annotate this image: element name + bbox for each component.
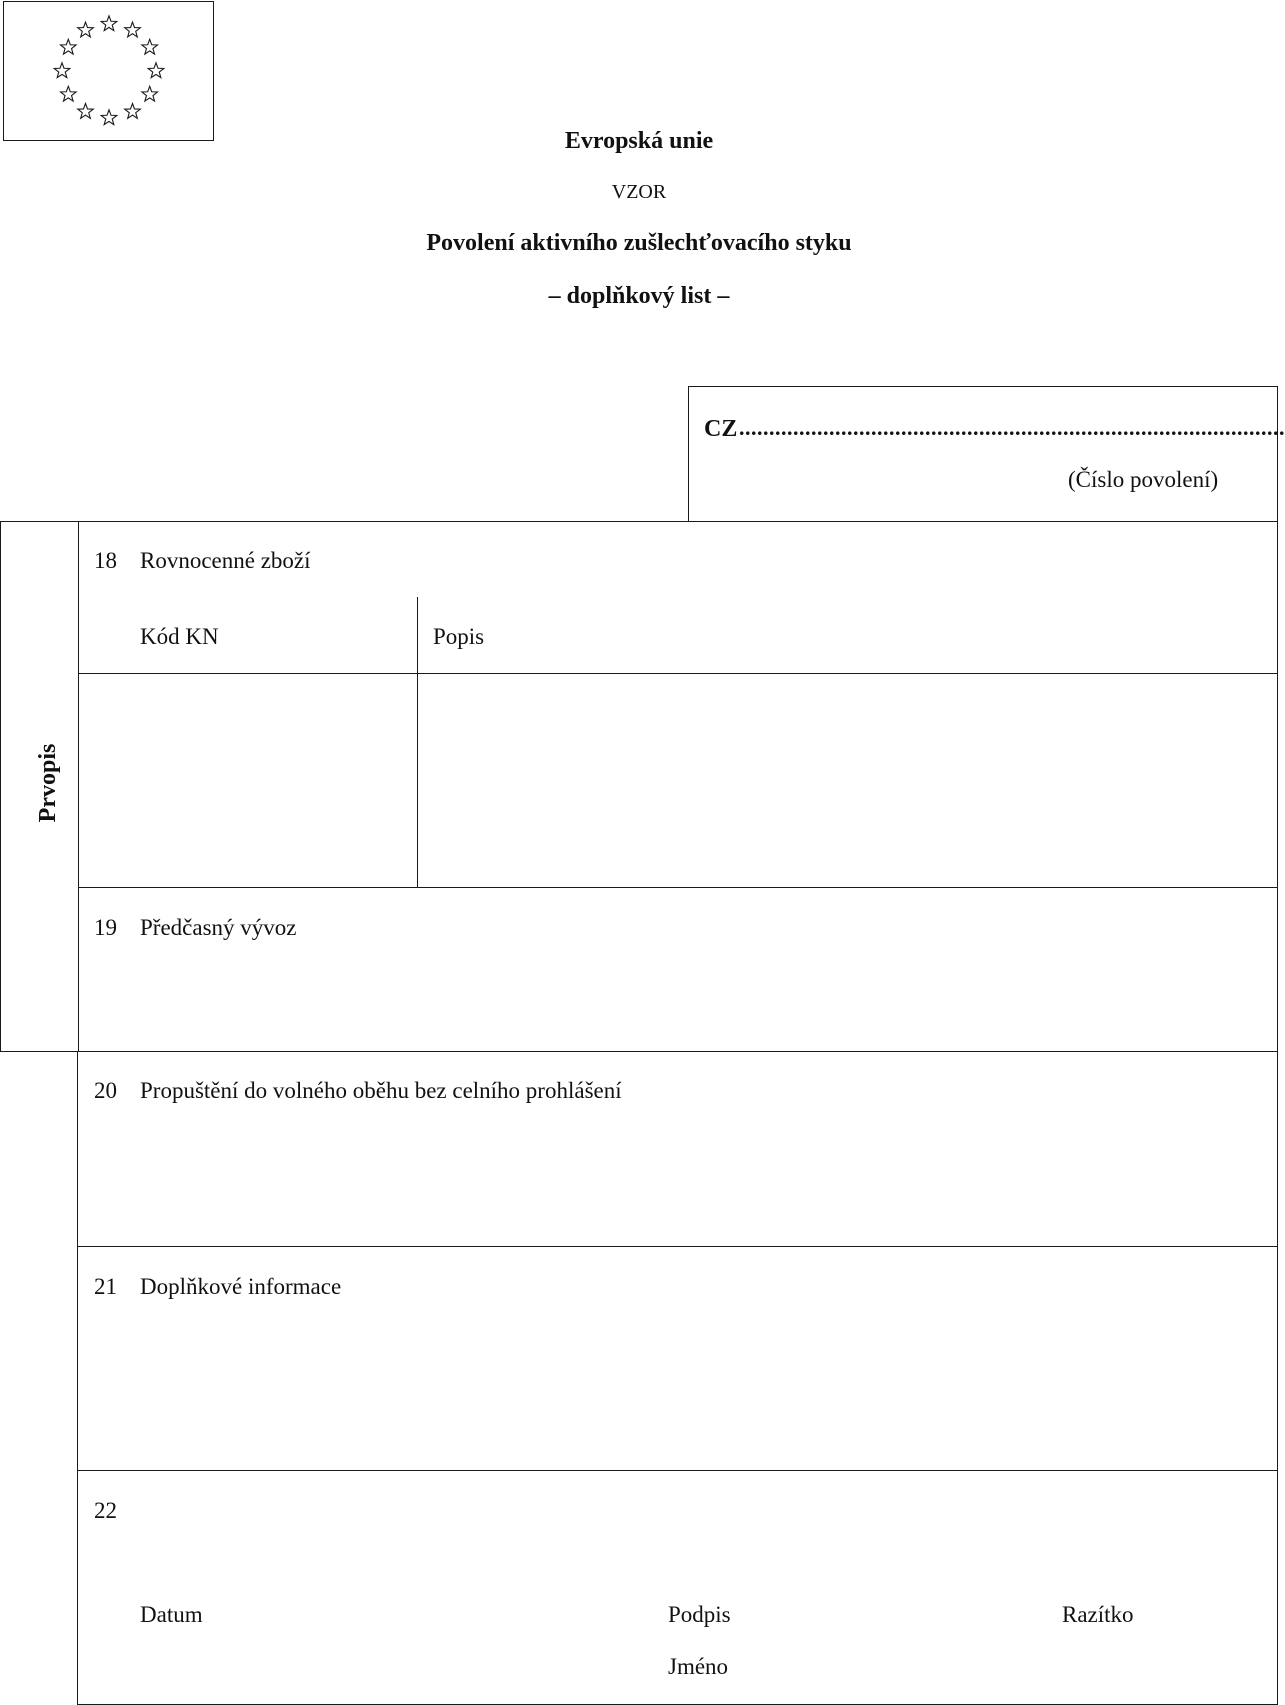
permit-caption: (Číslo povolení) [1068, 467, 1219, 492]
side-label: Prvopis [35, 743, 61, 823]
section-20-number: 20 [94, 1078, 117, 1103]
section-18-number: 18 [94, 548, 117, 573]
section-21-label: Doplňkové informace [140, 1274, 342, 1299]
section-21-number: 21 [94, 1274, 117, 1299]
section-20-field[interactable] [79, 1112, 1276, 1244]
union-title: Evropská unie [564, 128, 714, 154]
star-icon [125, 22, 141, 37]
section-21-bottom-rule [77, 1470, 1278, 1471]
popis-cell[interactable] [418, 674, 1276, 887]
eu-flag-icon [3, 1, 214, 141]
section-19-label: Předčasný vývoz [140, 915, 297, 940]
column-header-popis: Popis [433, 624, 485, 649]
star-icon [125, 104, 141, 119]
document-title: Povolení aktivního zušlechťovacího styku [426, 230, 852, 256]
star-icon [148, 63, 164, 78]
section-19-number: 19 [94, 915, 117, 940]
eu-stars-icon [4, 2, 215, 142]
section-18-bottom-rule [78, 887, 1278, 888]
section-22-number: 22 [94, 1498, 117, 1523]
jmeno-label: Jméno [668, 1654, 729, 1679]
permit-number-field[interactable]: ........................................................................................... [739, 415, 1285, 440]
star-icon [54, 63, 70, 78]
star-icon [142, 86, 158, 101]
section-20-label: Propuštění do volného oběhu bez celního prohlášení [140, 1078, 622, 1103]
star-icon [101, 110, 117, 125]
vzor-label: VZOR [611, 181, 667, 203]
star-icon [101, 16, 117, 31]
section-20-bottom-rule [77, 1246, 1278, 1247]
star-icon [61, 39, 77, 54]
permit-prefix: CZ [704, 416, 738, 442]
section-18-label: Rovnocenné zboží [140, 548, 311, 573]
document-subtitle: – doplňkový list – [548, 283, 730, 309]
section-21-field[interactable] [79, 1308, 1276, 1468]
permit-number-box [688, 386, 1285, 522]
star-icon [61, 86, 77, 101]
razitko-label: Razítko [1062, 1602, 1134, 1627]
podpis-label: Podpis [668, 1602, 731, 1627]
kod-kn-cell[interactable] [79, 674, 416, 887]
column-header-kod-kn: Kód KN [140, 624, 219, 649]
star-icon [78, 22, 94, 37]
star-icon [142, 39, 158, 54]
datum-label: Datum [140, 1602, 203, 1627]
section-19-field[interactable] [79, 950, 1276, 1050]
star-icon [78, 104, 94, 119]
